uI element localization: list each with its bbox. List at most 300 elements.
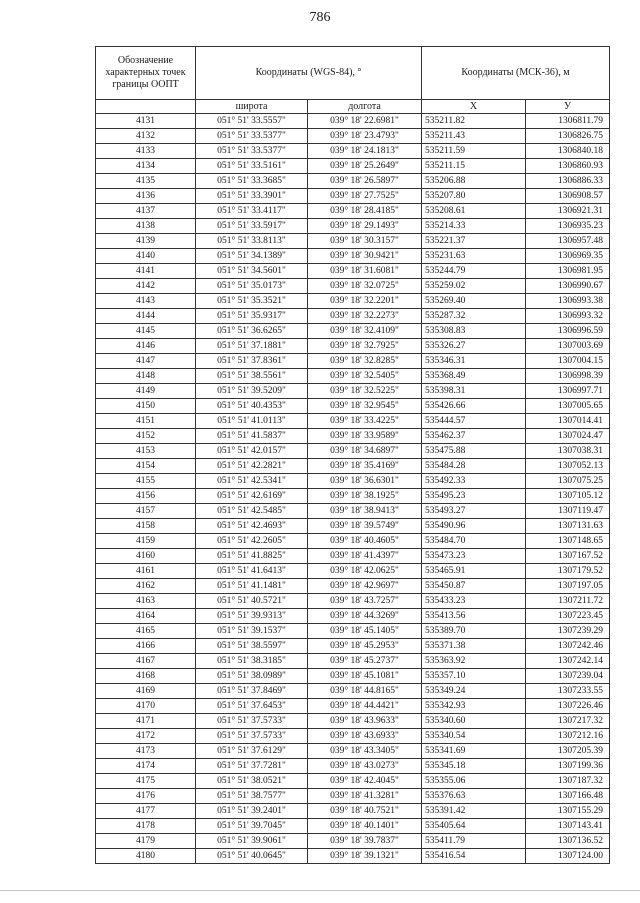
cell-longitude: 039° 18' 39.1321": [308, 849, 422, 864]
cell-x: 535411.79: [422, 834, 526, 849]
cell-x: 535342.93: [422, 699, 526, 714]
cell-point-id: 4163: [96, 594, 196, 609]
cell-y: 1307233.55: [526, 684, 610, 699]
header-empty-cell: [96, 100, 196, 114]
cell-y: 1307187.32: [526, 774, 610, 789]
cell-y: 1307004.15: [526, 354, 610, 369]
cell-longitude: 039° 18' 38.1925": [308, 489, 422, 504]
cell-x: 535269.40: [422, 294, 526, 309]
cell-y: 1307124.00: [526, 849, 610, 864]
cell-y: 1306998.39: [526, 369, 610, 384]
cell-latitude: 051° 51' 33.5161": [196, 159, 308, 174]
cell-longitude: 039° 18' 43.0273": [308, 759, 422, 774]
cell-point-id: 4139: [96, 234, 196, 249]
table-row: [96, 444, 610, 459]
cell-latitude: 051° 51' 38.5597": [196, 639, 308, 654]
cell-x: 535326.27: [422, 339, 526, 354]
cell-x: 535444.57: [422, 414, 526, 429]
cell-latitude: 051° 51' 33.5377": [196, 144, 308, 159]
cell-y: 1307239.04: [526, 669, 610, 684]
cell-x: 535287.32: [422, 309, 526, 324]
cell-latitude: 051° 51' 42.4693": [196, 519, 308, 534]
cell-longitude: 039° 18' 43.9633": [308, 714, 422, 729]
cell-point-id: 4169: [96, 684, 196, 699]
cell-x: 535346.31: [422, 354, 526, 369]
cell-y: 1307166.48: [526, 789, 610, 804]
cell-point-id: 4141: [96, 264, 196, 279]
cell-latitude: 051° 51' 42.5485": [196, 504, 308, 519]
cell-latitude: 051° 51' 39.9313": [196, 609, 308, 624]
cell-y: 1306993.38: [526, 294, 610, 309]
table-row: [96, 369, 610, 384]
cell-longitude: 039° 18' 40.1401": [308, 819, 422, 834]
header-y: У: [526, 100, 610, 114]
cell-point-id: 4145: [96, 324, 196, 339]
cell-x: 535357.10: [422, 669, 526, 684]
cell-y: 1306860.93: [526, 159, 610, 174]
cell-longitude: 039° 18' 35.4169": [308, 459, 422, 474]
table-row: [96, 384, 610, 399]
cell-latitude: 051° 51' 35.0173": [196, 279, 308, 294]
cell-y: 1306826.75: [526, 129, 610, 144]
table-row: [96, 654, 610, 669]
cell-y: 1306840.18: [526, 144, 610, 159]
cell-latitude: 051° 51' 37.5733": [196, 729, 308, 744]
cell-longitude: 039° 18' 38.9413": [308, 504, 422, 519]
cell-latitude: 051° 51' 40.4353": [196, 399, 308, 414]
cell-longitude: 039° 18' 39.5749": [308, 519, 422, 534]
cell-longitude: 039° 18' 39.7837": [308, 834, 422, 849]
cell-latitude: 051° 51' 41.0113": [196, 414, 308, 429]
cell-y: 1307024.47: [526, 429, 610, 444]
cell-longitude: 039° 18' 43.7257": [308, 594, 422, 609]
cell-y: 1307143.41: [526, 819, 610, 834]
header-latitude: широта: [196, 100, 308, 114]
cell-point-id: 4174: [96, 759, 196, 774]
cell-x: 535493.27: [422, 504, 526, 519]
cell-point-id: 4180: [96, 849, 196, 864]
table-row: [96, 219, 610, 234]
cell-longitude: 039° 18' 32.5225": [308, 384, 422, 399]
cell-x: 535462.37: [422, 429, 526, 444]
cell-point-id: 4162: [96, 579, 196, 594]
cell-point-id: 4177: [96, 804, 196, 819]
cell-x: 535465.91: [422, 564, 526, 579]
cell-latitude: 051° 51' 40.0645": [196, 849, 308, 864]
cell-longitude: 039° 18' 41.3281": [308, 789, 422, 804]
cell-x: 535398.31: [422, 384, 526, 399]
cell-x: 535363.92: [422, 654, 526, 669]
cell-point-id: 4178: [96, 819, 196, 834]
cell-point-id: 4137: [96, 204, 196, 219]
table-row: [96, 234, 610, 249]
cell-longitude: 039° 18' 44.3269": [308, 609, 422, 624]
cell-longitude: 039° 18' 32.9545": [308, 399, 422, 414]
table-row: [96, 249, 610, 264]
cell-x: 535473.23: [422, 549, 526, 564]
cell-x: 535341.69: [422, 744, 526, 759]
cell-latitude: 051° 51' 37.7281": [196, 759, 308, 774]
cell-y: 1307226.46: [526, 699, 610, 714]
cell-y: 1306993.32: [526, 309, 610, 324]
cell-x: 535208.61: [422, 204, 526, 219]
cell-x: 535376.63: [422, 789, 526, 804]
cell-y: 1306996.59: [526, 324, 610, 339]
cell-latitude: 051° 51' 41.6413": [196, 564, 308, 579]
cell-point-id: 4173: [96, 744, 196, 759]
table-row: [96, 474, 610, 489]
cell-x: 535214.33: [422, 219, 526, 234]
table-row: [96, 144, 610, 159]
cell-x: 535206.88: [422, 174, 526, 189]
cell-longitude: 039° 18' 32.2273": [308, 309, 422, 324]
cell-y: 1307052.13: [526, 459, 610, 474]
cell-point-id: 4138: [96, 219, 196, 234]
cell-x: 535368.49: [422, 369, 526, 384]
table-row: [96, 354, 610, 369]
cell-longitude: 039° 18' 32.4109": [308, 324, 422, 339]
cell-x: 535340.54: [422, 729, 526, 744]
cell-y: 1307119.47: [526, 504, 610, 519]
cell-point-id: 4179: [96, 834, 196, 849]
cell-x: 535211.59: [422, 144, 526, 159]
cell-x: 535484.70: [422, 534, 526, 549]
table-row: [96, 729, 610, 744]
cell-x: 535211.15: [422, 159, 526, 174]
cell-latitude: 051° 51' 42.6169": [196, 489, 308, 504]
header-x: X: [422, 100, 526, 114]
cell-point-id: 4133: [96, 144, 196, 159]
cell-latitude: 051° 51' 39.1537": [196, 624, 308, 639]
cell-point-id: 4136: [96, 189, 196, 204]
cell-point-id: 4154: [96, 459, 196, 474]
cell-latitude: 051° 51' 38.0521": [196, 774, 308, 789]
cell-y: 1306886.33: [526, 174, 610, 189]
cell-latitude: 051° 51' 41.8825": [196, 549, 308, 564]
cell-x: 535221.37: [422, 234, 526, 249]
table-row: [96, 204, 610, 219]
table-row: [96, 579, 610, 594]
table-row: [96, 774, 610, 789]
table-row: [96, 639, 610, 654]
cell-point-id: 4151: [96, 414, 196, 429]
cell-latitude: 051° 51' 41.1481": [196, 579, 308, 594]
cell-y: 1307155.29: [526, 804, 610, 819]
cell-x: 535391.42: [422, 804, 526, 819]
cell-longitude: 039° 18' 43.3405": [308, 744, 422, 759]
cell-point-id: 4161: [96, 564, 196, 579]
cell-point-id: 4148: [96, 369, 196, 384]
cell-point-id: 4156: [96, 489, 196, 504]
table-row: [96, 294, 610, 309]
cell-latitude: 051° 51' 42.2605": [196, 534, 308, 549]
cell-latitude: 051° 51' 37.8469": [196, 684, 308, 699]
table-row: [96, 129, 610, 144]
table-subheader-row: [96, 100, 610, 114]
cell-x: 535244.79: [422, 264, 526, 279]
cell-point-id: 4152: [96, 429, 196, 444]
table-row: [96, 684, 610, 699]
table-row: [96, 339, 610, 354]
cell-point-id: 4142: [96, 279, 196, 294]
table-row: [96, 849, 610, 864]
cell-y: 1306957.48: [526, 234, 610, 249]
cell-x: 535349.24: [422, 684, 526, 699]
cell-longitude: 039° 18' 27.7525": [308, 189, 422, 204]
cell-y: 1306921.31: [526, 204, 610, 219]
cell-point-id: 4134: [96, 159, 196, 174]
cell-longitude: 039° 18' 23.4793": [308, 129, 422, 144]
cell-longitude: 039° 18' 33.9589": [308, 429, 422, 444]
cell-x: 535450.87: [422, 579, 526, 594]
cell-longitude: 039° 18' 33.4225": [308, 414, 422, 429]
table-row: [96, 789, 610, 804]
cell-longitude: 039° 18' 32.5405": [308, 369, 422, 384]
cell-y: 1307179.52: [526, 564, 610, 579]
cell-longitude: 039° 18' 36.6301": [308, 474, 422, 489]
cell-point-id: 4153: [96, 444, 196, 459]
cell-latitude: 051° 51' 34.5601": [196, 264, 308, 279]
cell-x: 535490.96: [422, 519, 526, 534]
table-row: [96, 744, 610, 759]
cell-y: 1306969.35: [526, 249, 610, 264]
cell-latitude: 051° 51' 33.3685": [196, 174, 308, 189]
header-wgs84: Координаты (WGS-84), °: [196, 47, 422, 100]
cell-longitude: 039° 18' 30.9421": [308, 249, 422, 264]
table-row: [96, 549, 610, 564]
cell-x: 535259.02: [422, 279, 526, 294]
table-row: [96, 159, 610, 174]
cell-latitude: 051° 51' 33.3901": [196, 189, 308, 204]
cell-y: 1307217.32: [526, 714, 610, 729]
cell-latitude: 051° 51' 39.9061": [196, 834, 308, 849]
cell-point-id: 4171: [96, 714, 196, 729]
cell-longitude: 039° 18' 32.0725": [308, 279, 422, 294]
cell-point-id: 4159: [96, 534, 196, 549]
cell-y: 1307014.41: [526, 414, 610, 429]
page-number: 786: [309, 10, 331, 25]
table-header-row: [96, 47, 610, 100]
cell-x: 535413.56: [422, 609, 526, 624]
cell-longitude: 039° 18' 32.7925": [308, 339, 422, 354]
cell-longitude: 039° 18' 42.0625": [308, 564, 422, 579]
cell-point-id: 4140: [96, 249, 196, 264]
cell-latitude: 051° 51' 37.6129": [196, 744, 308, 759]
page-bottom-rule: [0, 890, 640, 891]
cell-longitude: 039° 18' 32.2201": [308, 294, 422, 309]
cell-point-id: 4131: [96, 114, 196, 129]
header-longitude: долгота: [308, 100, 422, 114]
cell-latitude: 051° 51' 42.2821": [196, 459, 308, 474]
cell-point-id: 4170: [96, 699, 196, 714]
table-row: [96, 819, 610, 834]
cell-y: 1306981.95: [526, 264, 610, 279]
cell-latitude: 051° 51' 36.6265": [196, 324, 308, 339]
cell-latitude: 051° 51' 33.5917": [196, 219, 308, 234]
cell-y: 1306997.71: [526, 384, 610, 399]
cell-longitude: 039° 18' 40.7521": [308, 804, 422, 819]
cell-y: 1307131.63: [526, 519, 610, 534]
cell-x: 535426.66: [422, 399, 526, 414]
cell-latitude: 051° 51' 33.4117": [196, 204, 308, 219]
cell-point-id: 4158: [96, 519, 196, 534]
cell-longitude: 039° 18' 30.3157": [308, 234, 422, 249]
table-row: [96, 804, 610, 819]
table-row: [96, 504, 610, 519]
table-row: [96, 114, 610, 129]
table-row: [96, 699, 610, 714]
cell-y: 1306990.67: [526, 279, 610, 294]
table-row: [96, 309, 610, 324]
cell-latitude: 051° 51' 34.1389": [196, 249, 308, 264]
cell-y: 1307197.05: [526, 579, 610, 594]
cell-y: 1307003.69: [526, 339, 610, 354]
cell-longitude: 039° 18' 28.4185": [308, 204, 422, 219]
header-point-id: Обозначение характерных точек границы ООПТ: [96, 47, 196, 100]
cell-x: 535475.88: [422, 444, 526, 459]
cell-point-id: 4172: [96, 729, 196, 744]
cell-latitude: 051° 51' 38.7577": [196, 789, 308, 804]
cell-longitude: 039° 18' 44.4421": [308, 699, 422, 714]
cell-point-id: 4146: [96, 339, 196, 354]
cell-longitude: 039° 18' 32.8285": [308, 354, 422, 369]
cell-latitude: 051° 51' 39.5209": [196, 384, 308, 399]
cell-latitude: 051° 51' 33.8113": [196, 234, 308, 249]
cell-latitude: 051° 51' 33.5377": [196, 129, 308, 144]
cell-latitude: 051° 51' 37.5733": [196, 714, 308, 729]
table-row: [96, 264, 610, 279]
cell-y: 1307005.65: [526, 399, 610, 414]
table-row: [96, 174, 610, 189]
cell-longitude: 039° 18' 22.6981": [308, 114, 422, 129]
cell-longitude: 039° 18' 42.4045": [308, 774, 422, 789]
cell-latitude: 051° 51' 42.0157": [196, 444, 308, 459]
table-row: [96, 534, 610, 549]
cell-longitude: 039° 18' 26.5897": [308, 174, 422, 189]
cell-y: 1307205.39: [526, 744, 610, 759]
cell-y: 1307075.25: [526, 474, 610, 489]
cell-latitude: 051° 51' 38.5561": [196, 369, 308, 384]
cell-longitude: 039° 18' 45.1081": [308, 669, 422, 684]
cell-y: 1307199.36: [526, 759, 610, 774]
cell-x: 535345.18: [422, 759, 526, 774]
cell-x: 535340.60: [422, 714, 526, 729]
table-row: [96, 414, 610, 429]
cell-y: 1306935.23: [526, 219, 610, 234]
cell-point-id: 4143: [96, 294, 196, 309]
cell-longitude: 039° 18' 24.1813": [308, 144, 422, 159]
table-row: [96, 609, 610, 624]
cell-longitude: 039° 18' 45.2953": [308, 639, 422, 654]
table-row: [96, 519, 610, 534]
cell-latitude: 051° 51' 35.3521": [196, 294, 308, 309]
cell-y: 1307167.52: [526, 549, 610, 564]
cell-longitude: 039° 18' 29.1493": [308, 219, 422, 234]
cell-point-id: 4135: [96, 174, 196, 189]
table-row: [96, 189, 610, 204]
cell-latitude: 051° 51' 39.2401": [196, 804, 308, 819]
cell-point-id: 4132: [96, 129, 196, 144]
cell-latitude: 051° 51' 39.7045": [196, 819, 308, 834]
cell-x: 535492.33: [422, 474, 526, 489]
cell-point-id: 4175: [96, 774, 196, 789]
cell-point-id: 4164: [96, 609, 196, 624]
cell-point-id: 4147: [96, 354, 196, 369]
cell-point-id: 4144: [96, 309, 196, 324]
cell-point-id: 4149: [96, 384, 196, 399]
cell-y: 1306908.57: [526, 189, 610, 204]
cell-longitude: 039° 18' 45.2737": [308, 654, 422, 669]
cell-point-id: 4165: [96, 624, 196, 639]
cell-latitude: 051° 51' 38.0989": [196, 669, 308, 684]
coordinates-table: [95, 46, 610, 864]
cell-x: 535495.23: [422, 489, 526, 504]
cell-longitude: 039° 18' 34.6897": [308, 444, 422, 459]
cell-point-id: 4168: [96, 669, 196, 684]
cell-point-id: 4150: [96, 399, 196, 414]
cell-point-id: 4155: [96, 474, 196, 489]
cell-x: 535405.64: [422, 819, 526, 834]
cell-point-id: 4167: [96, 654, 196, 669]
cell-latitude: 051° 51' 40.5721": [196, 594, 308, 609]
cell-x: 535416.54: [422, 849, 526, 864]
table-row: [96, 564, 610, 579]
cell-y: 1307038.31: [526, 444, 610, 459]
cell-y: 1307148.65: [526, 534, 610, 549]
cell-point-id: 4157: [96, 504, 196, 519]
cell-x: 535231.63: [422, 249, 526, 264]
cell-x: 535211.82: [422, 114, 526, 129]
cell-y: 1306811.79: [526, 114, 610, 129]
cell-latitude: 051° 51' 33.5557": [196, 114, 308, 129]
cell-y: 1307242.46: [526, 639, 610, 654]
cell-y: 1307105.12: [526, 489, 610, 504]
table-row: [96, 759, 610, 774]
cell-x: 535389.70: [422, 624, 526, 639]
cell-latitude: 051° 51' 42.5341": [196, 474, 308, 489]
cell-longitude: 039° 18' 43.6933": [308, 729, 422, 744]
cell-x: 535308.83: [422, 324, 526, 339]
table-row: [96, 279, 610, 294]
table-row: [96, 399, 610, 414]
header-msk36: Координаты (МСК-36), м: [422, 47, 610, 100]
table-row: [96, 834, 610, 849]
cell-longitude: 039° 18' 31.6081": [308, 264, 422, 279]
cell-x: 535211.43: [422, 129, 526, 144]
table-row: [96, 429, 610, 444]
table-row: [96, 324, 610, 339]
table-row: [96, 594, 610, 609]
cell-y: 1307223.45: [526, 609, 610, 624]
table-row: [96, 669, 610, 684]
cell-x: 535371.38: [422, 639, 526, 654]
cell-point-id: 4160: [96, 549, 196, 564]
cell-x: 535433.23: [422, 594, 526, 609]
cell-y: 1307239.29: [526, 624, 610, 639]
cell-y: 1307242.14: [526, 654, 610, 669]
cell-latitude: 051° 51' 37.1881": [196, 339, 308, 354]
cell-latitude: 051° 51' 41.5837": [196, 429, 308, 444]
cell-x: 535484.28: [422, 459, 526, 474]
table-row: [96, 624, 610, 639]
cell-latitude: 051° 51' 38.3185": [196, 654, 308, 669]
cell-x: 535207.80: [422, 189, 526, 204]
cell-y: 1307211.72: [526, 594, 610, 609]
cell-longitude: 039° 18' 44.8165": [308, 684, 422, 699]
cell-point-id: 4166: [96, 639, 196, 654]
cell-longitude: 039° 18' 40.4605": [308, 534, 422, 549]
cell-longitude: 039° 18' 42.9697": [308, 579, 422, 594]
